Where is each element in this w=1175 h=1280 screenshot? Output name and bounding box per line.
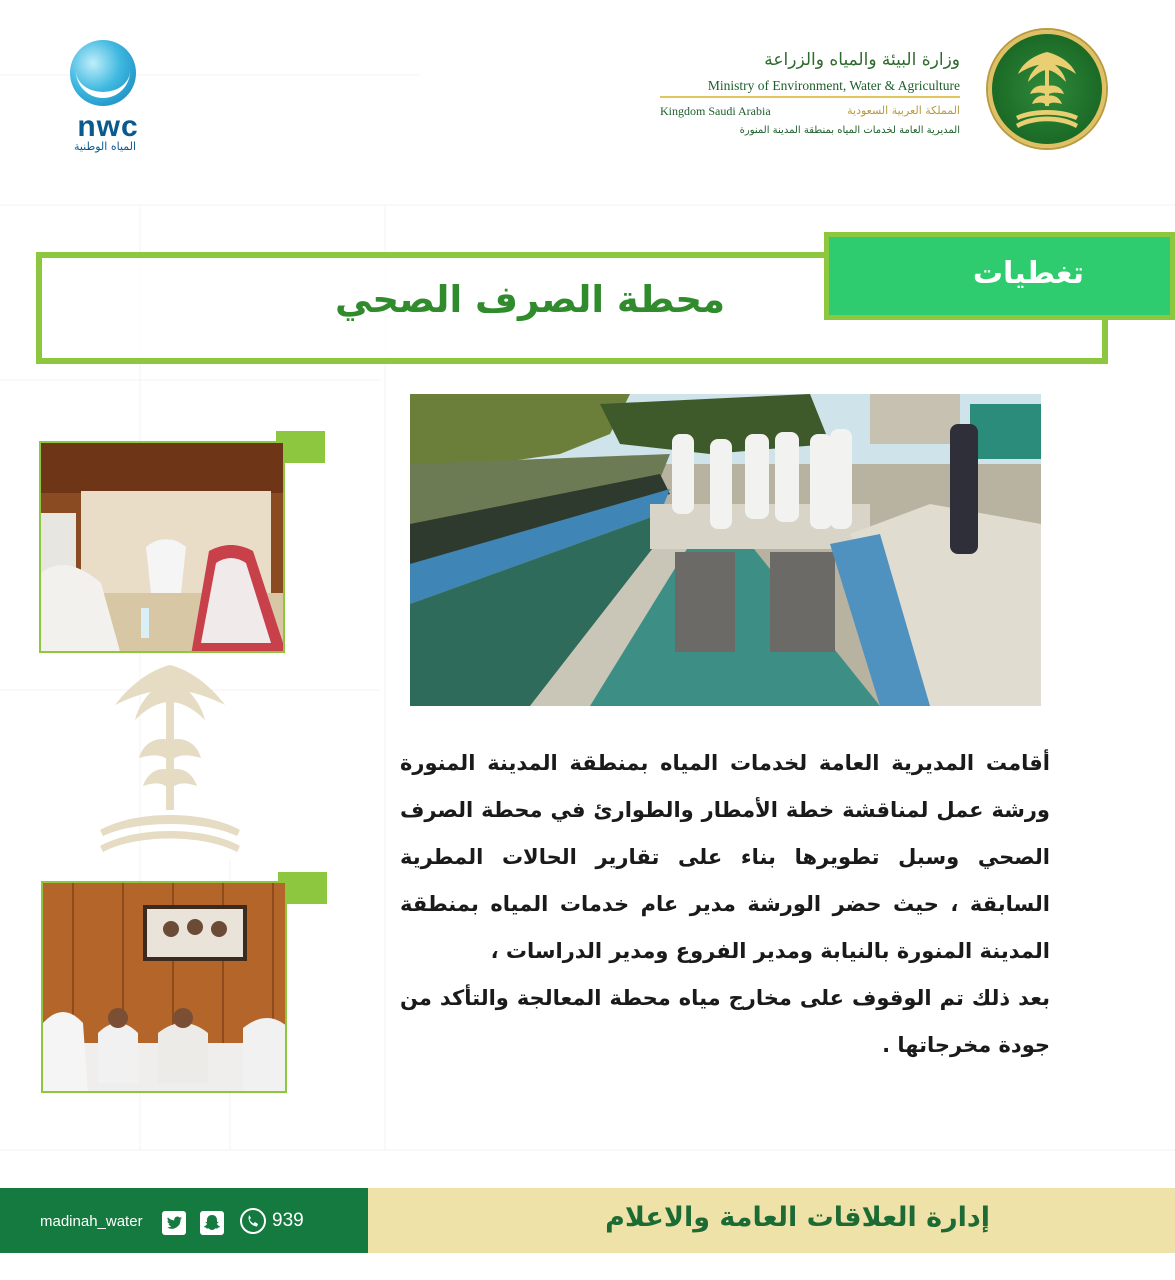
- ministry-emblem: [988, 30, 1106, 148]
- article-paragraph-1: أقامت المديرية العامة لخدمات المياه بمنطقة المدينة المنورة ورشة عمل لمناقشة خطة الأمطار والطوارئ في محطة الصرف الصحي وسبل تطويرها بناء على تقارير الحالات المطرية السابقة ، حيث حضر الورشة مدير عام خدمات المياه بمنطقة المدينة المنورة بالنيابة ومدير الفروع ومدير الدراسات ،: [400, 751, 1050, 963]
- category-tag-label: تغطيات: [972, 256, 1084, 291]
- nwc-logo-text: nwc: [77, 110, 139, 143]
- side-photo-meeting-1: [39, 441, 285, 653]
- page-title: محطة الصرف الصحي: [335, 278, 725, 321]
- ministry-name-en: Ministry of Environment, Water & Agriculture: [660, 78, 960, 98]
- palm-watermark-icon: [95, 660, 245, 860]
- palm-swords-icon: [992, 34, 1102, 144]
- nwc-logo: [60, 40, 150, 155]
- footer-department-name: إدارة العلاقات العامة والاعلام: [605, 1202, 990, 1233]
- nwc-logo-subtitle: المياه الوطنية: [73, 140, 137, 153]
- article-paragraph-2: بعد ذلك تم الوقوف على مخارج مياه محطة المعالجة والتأكد من جودة مخرجاتها .: [400, 986, 1050, 1057]
- phone-number[interactable]: 939: [272, 1210, 304, 1231]
- main-photo-treatment-channel: [410, 394, 1041, 706]
- ministry-name-ar: وزارة البيئة والمياه والزراعة: [764, 50, 960, 70]
- social-handle[interactable]: madinah_water: [40, 1213, 143, 1230]
- directorate-name: المديرية العامة لخدمات المياه بمنطقة المدينة المنورة: [739, 125, 960, 136]
- snapchat-icon[interactable]: [200, 1211, 224, 1235]
- country-name-en: Kingdom Saudi Arabia: [660, 104, 771, 118]
- twitter-icon[interactable]: [162, 1211, 186, 1235]
- article-body: [400, 740, 1050, 1069]
- phone-icon[interactable]: [240, 1208, 266, 1234]
- country-name-ar: المملكة العربية السعودية: [847, 104, 960, 117]
- country-row: [660, 104, 960, 119]
- side-photo-meeting-2: [41, 881, 287, 1093]
- ministry-header: [660, 50, 960, 160]
